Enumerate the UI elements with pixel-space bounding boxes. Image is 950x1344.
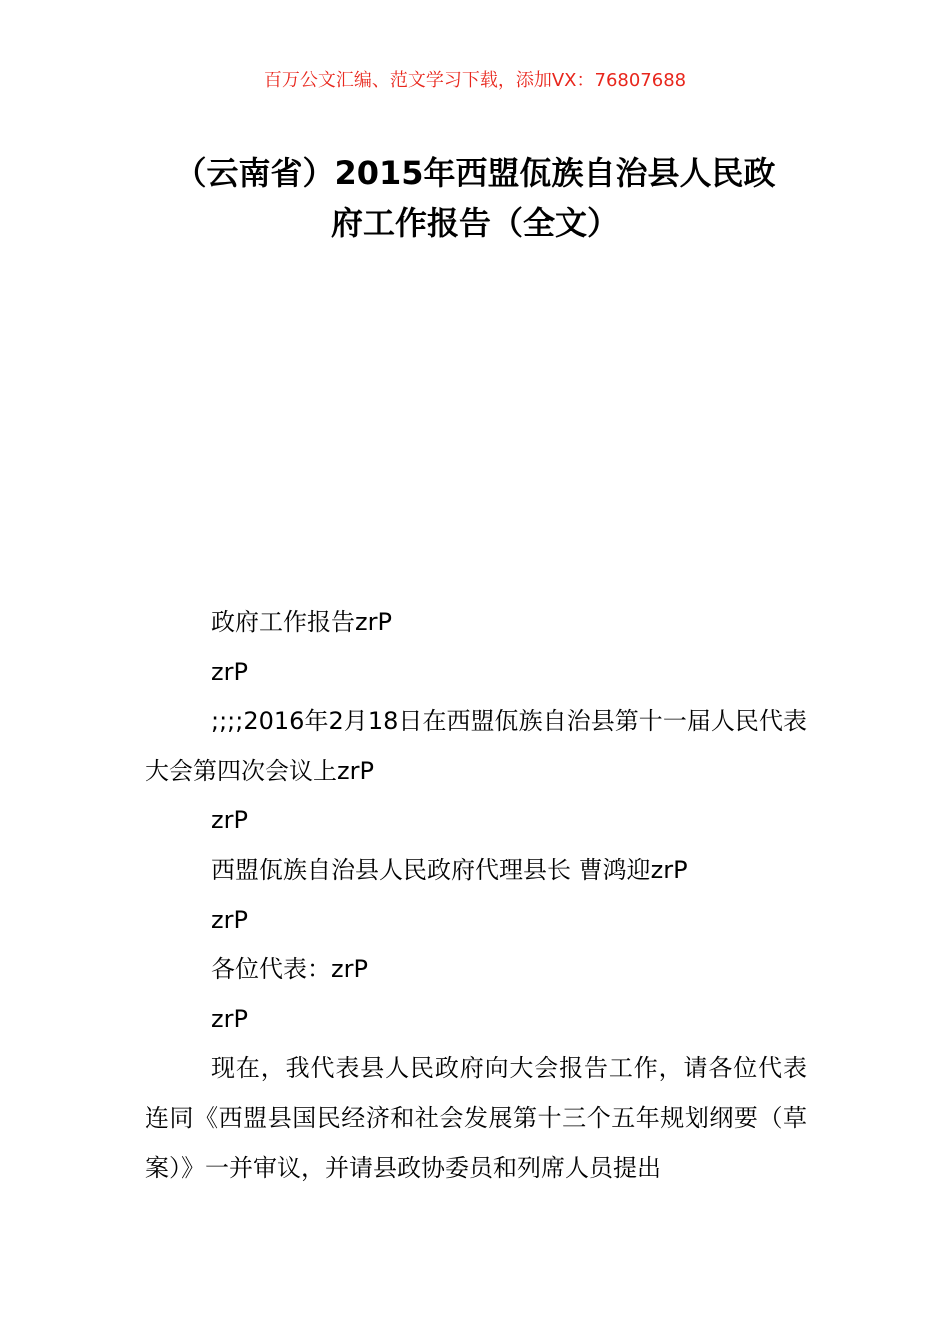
- paragraph-speaker: 西盟佤族自治县人民政府代理县长 曹鸿迎zrP: [211, 855, 688, 884]
- header-note: 百万公文汇编、范文学习下载，添加VX：76807688: [263, 70, 687, 91]
- paragraph-marker: zrP: [211, 905, 248, 934]
- paragraph-meeting-date: ;;;;2016年2月18日在西盟佤族自治县第十一届人民代表大会第四次会议上zrP: [145, 707, 807, 785]
- paragraph-salutation: 各位代表：zrP: [211, 955, 368, 984]
- paragraph-report-title: 政府工作报告zrP: [211, 608, 392, 636]
- document-title: [120, 148, 830, 248]
- document-body: [145, 598, 807, 1193]
- paragraph-marker: zrP: [211, 1004, 248, 1033]
- document-title-line-2: 府工作报告（全文）: [330, 204, 619, 242]
- paragraph-marker: zrP: [211, 657, 248, 686]
- paragraph-opening: 现在，我代表县人民政府向大会报告工作，请各位代表连同《西盟县国民经济和社会发展第十三个五年规划纲要（草案）》一并审议，并请县政协委员和列席人员提出: [145, 1054, 807, 1182]
- paragraph-marker: zrP: [211, 806, 248, 835]
- document-title-line-1: （云南省）2015年西盟佤族自治县人民政: [174, 154, 776, 192]
